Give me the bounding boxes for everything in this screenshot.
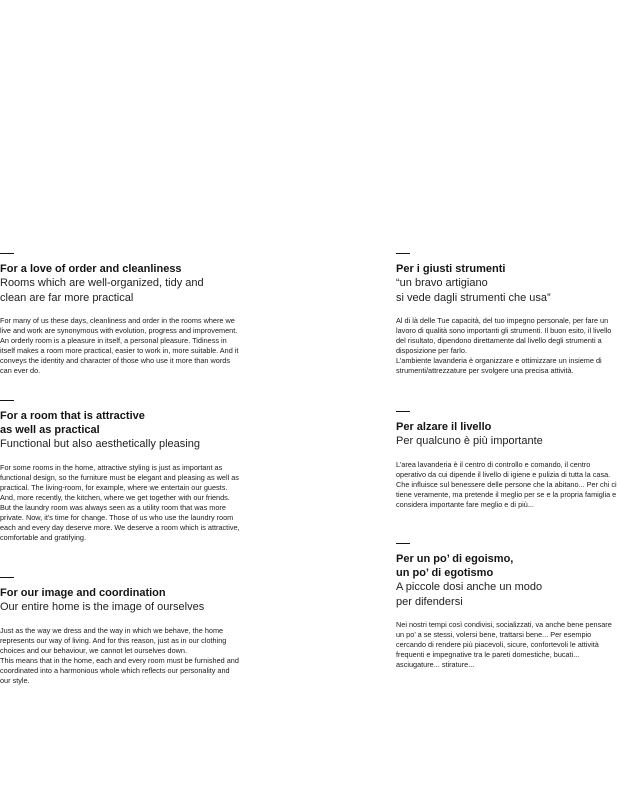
section-title [396, 552, 620, 580]
body-paragraph: Nei nostri tempi così condivisi, socializzati, va anche bene pensare un po’ a se stessi, volersi bene, trattarsi bene... Per esempio cercando di rendere più piacevoli, sicure, confortevoli le attività frequenti e impegnative tra le pareti domestiche, bucati... asciugature... stirature... [396, 620, 612, 669]
section-divider [396, 543, 410, 544]
section-divider [0, 400, 14, 401]
section-body [396, 460, 620, 510]
section-body [0, 626, 240, 686]
section-subtitle [396, 276, 620, 305]
section-title: For a love of order and cleanliness [0, 263, 182, 275]
title-line: Per un po’ di egoismo, [396, 553, 514, 565]
body-paragraph: For some rooms in the home, attractive styling is just as important as functional design, so the furniture must be elegant and pleasing as well as practical. The living-room, for example, where we entertain our guests. And, more recently, the kitchen, where we get together with our friends. But the laundry room was always seen as a utility room that was more private. Now, it's time for change. Those of us who use the laundry room each and every day deserve more. We deserve a room which is attractive, comfortable and gratifying. [0, 462, 240, 542]
section-attractive-practical [0, 400, 240, 543]
section-body [396, 316, 620, 376]
section-subtitle [396, 580, 620, 609]
body-paragraph: Just as the way we dress and the way in which we behave, the home represents our way of living. And for this reason, just as in our clothing choices and our behaviour, we cannot let ourselves down. [0, 625, 227, 655]
body-paragraph: L’ambiente lavanderia è organizzare e ottimizzare un insieme di strumenti/attrezzature per svolgere una precisa attività. [396, 356, 602, 375]
section-giusti-strumenti [396, 253, 620, 376]
section-divider [396, 253, 410, 254]
section-title: For our image and coordination [0, 587, 166, 599]
title-line: as well as practical [0, 424, 100, 436]
subtitle-line: A piccole dosi anche un modo [396, 581, 543, 593]
subtitle-line: “un bravo artigiano [396, 277, 488, 289]
section-title [0, 409, 240, 437]
subtitle-line: Our entire home is the image of ourselves [0, 601, 205, 613]
subtitle-line: Per qualcuno è più importante [396, 435, 543, 447]
body-paragraph: For many of us these days, cleanliness and order in the rooms where we live and work are synonymous with evolution, progress and improvement. An orderly room is a pleasure in itself, a personal pleasure. Tidiness in itself makes a room more practical, easier to work in, more suitable. And it conveys the identity and character of those who use it more than words can ever do. [0, 316, 239, 375]
section-order-cleanliness [0, 253, 240, 376]
section-title: Per alzare il livello [396, 421, 492, 433]
section-body [0, 463, 240, 543]
subtitle-line: si vede dagli strumenti che usa” [396, 291, 551, 304]
section-subtitle [0, 437, 240, 452]
subtitle-line: per difendersi [396, 595, 463, 608]
body-paragraph: This means that in the home, each and every room must be furnished and coordinated into a harmonious whole which reflects our personality and our style. [0, 655, 239, 685]
title-line: un po’ di egotismo [396, 567, 494, 579]
section-alzare-livello [396, 411, 620, 510]
subtitle-line: Functional but also aesthetically pleasing [0, 438, 200, 450]
body-paragraph: L’area lavanderia è il centro di controllo e comando, il centro operativo da cui dipende il livello di igiene e pulizia di tutta la casa. Che influisce sul benessere delle persone che la abitano... Per chi ci tiene veramente, ma pretende il meglio per se e la propria famiglia e considera importante fare meglio e di più... [396, 459, 617, 509]
section-divider [0, 577, 14, 578]
section-subtitle [0, 276, 240, 305]
section-image-coordination [0, 577, 240, 686]
section-divider [396, 411, 410, 412]
subtitle-line: Rooms which are well-organized, tidy and [0, 277, 204, 289]
section-subtitle [396, 434, 620, 449]
section-subtitle [0, 600, 240, 615]
section-egoismo [396, 543, 620, 670]
title-line: For a room that is attractive [0, 410, 145, 422]
subtitle-line: clean are far more practical [0, 291, 134, 304]
section-body [396, 620, 620, 670]
section-divider [0, 253, 14, 254]
body-paragraph: Al di là delle Tue capacità, del tuo impegno personale, per fare un lavoro di qualità sono importanti gli strumenti. Il buon esito, il livello del risultato, dipendono direttamente dal livello degli strumenti a disposizione per farlo. [396, 316, 612, 355]
section-title: Per i giusti strumenti [396, 263, 506, 275]
section-body [0, 316, 240, 376]
